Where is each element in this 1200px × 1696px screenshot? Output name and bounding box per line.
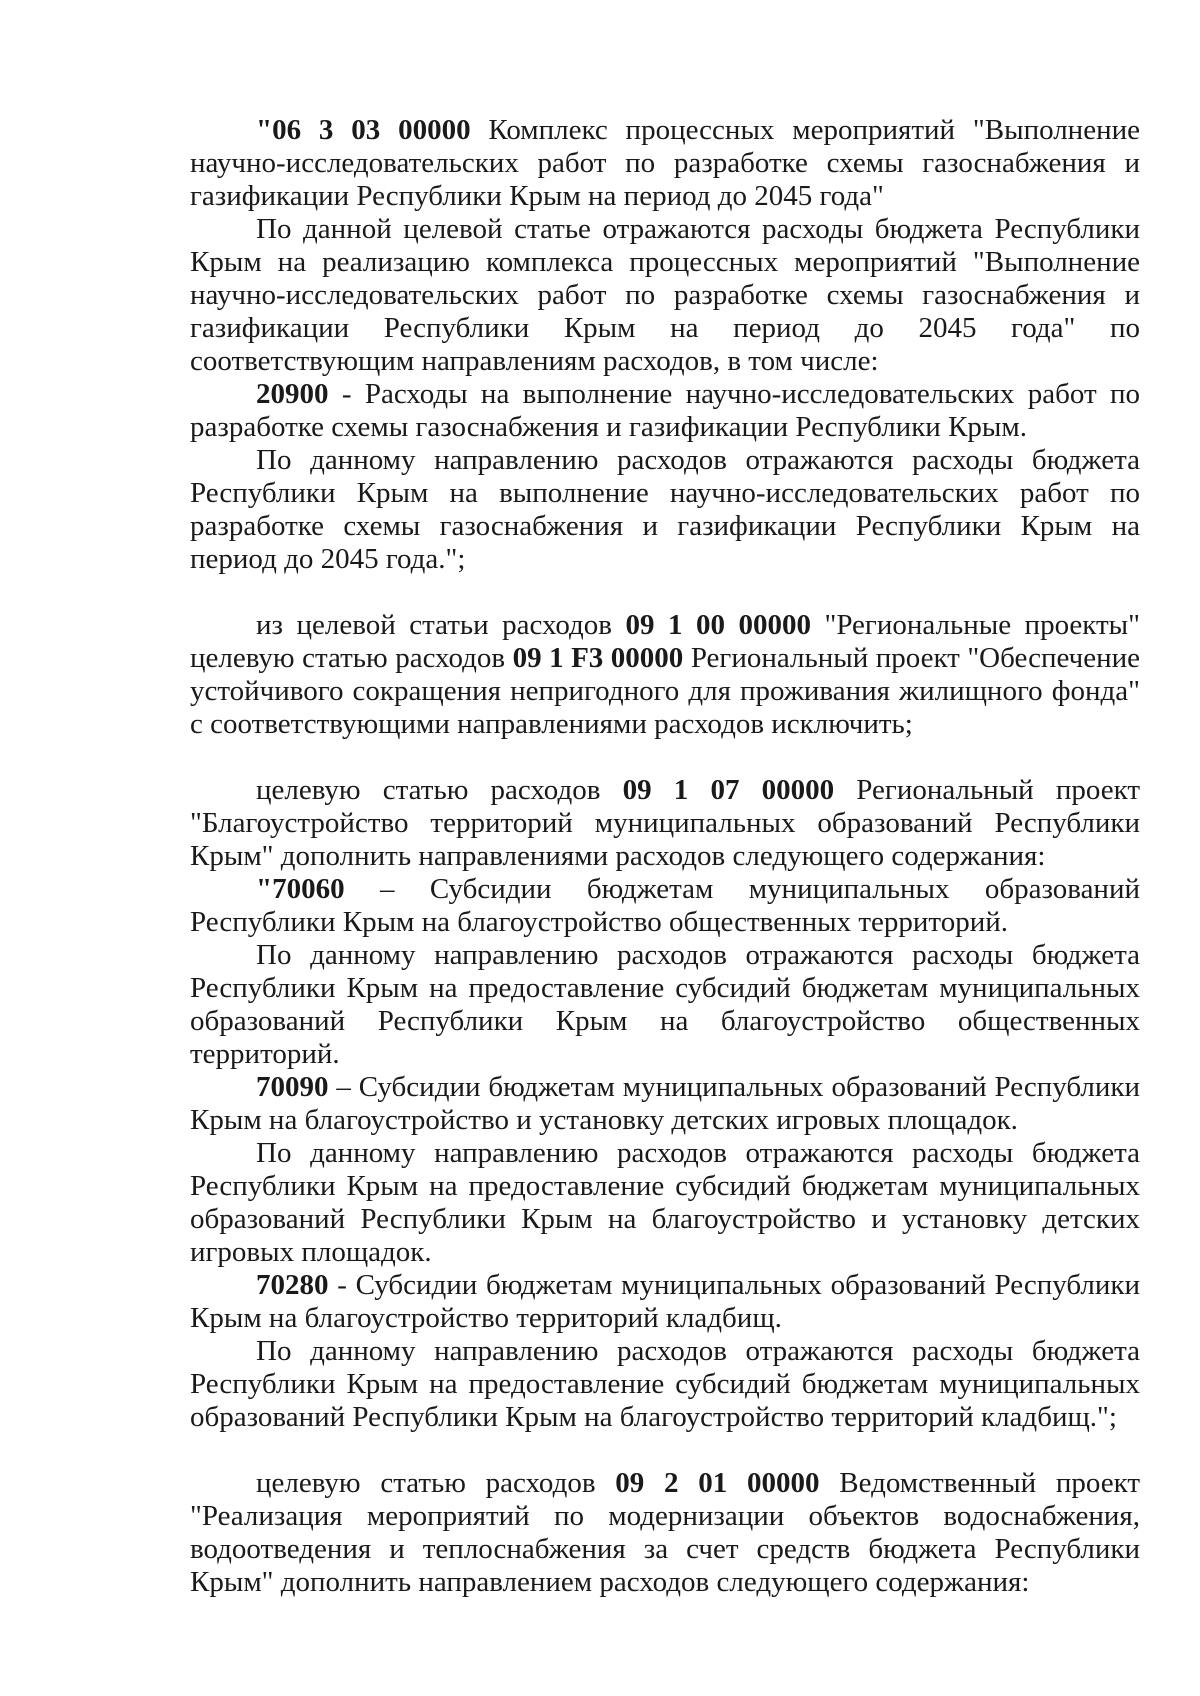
budget-code: 09 1 07 00000 (622, 774, 835, 806)
paragraph-text: – Субсидии бюджетам муниципальных образований Республики Крым на благоустройство и установку детских игровых площадок. (190, 1071, 1140, 1136)
paragraph-text: Комплекс процессных мероприятий "Выполнение научно-исследовательских работ по разработке схемы газоснабжения и газификации Республики Крым на период до 2045 года" (190, 114, 1140, 212)
paragraph-text: - Субсидии бюджетам муниципальных образований Республики Крым на благоустройство территорий кладбищ. (190, 1269, 1140, 1334)
paragraph-text: Региональный проект "Обеспечение устойчивого сокращения непригодного для проживания жилищного фонда" с соответствующими направлениями расходов исключить; (190, 642, 1141, 740)
paragraph-text: из целевой статьи расходов (256, 609, 626, 641)
paragraph-text: "Региональные проекты" целевую статью расходов (190, 609, 1141, 674)
paragraph-description (190, 213, 1140, 378)
budget-code: 70090 (256, 1071, 329, 1103)
document-body (190, 114, 1140, 1599)
paragraph-text: целевую статью расходов (256, 774, 623, 806)
paragraph-target-article-09-1-07 (190, 774, 1140, 873)
paragraph-text: - Расходы на выполнение научно-исследовательских работ по разработке схемы газоснабжения и газификации Республики Крым. (190, 378, 1140, 443)
paragraph-text: – Субсидии бюджетам муниципальных образований Республики Крым на благоустройство общественных территорий. (190, 873, 1140, 938)
paragraph-target-article-06-3-03 (190, 114, 1140, 213)
paragraph-text: По данному направлению расходов отражаются расходы бюджета Республики Крым на предоставление субсидий бюджетам муниципальных образований Республики Крым на благоустройство общественных территорий. (190, 939, 1140, 1070)
budget-code: 70280 (256, 1269, 329, 1301)
paragraph-direction-70060 (190, 873, 1140, 939)
paragraph-description (190, 939, 1140, 1071)
budget-code: "70060 (256, 873, 345, 905)
budget-code: "06 3 03 00000 (256, 114, 471, 146)
budget-code: 09 1 F3 00000 (512, 642, 684, 674)
paragraph-direction-70090 (190, 1071, 1140, 1137)
paragraph-description (190, 1137, 1140, 1269)
paragraph-text: По данному направлению расходов отражаются расходы бюджета Республики Крым на выполнение научно-исследовательских работ по разработке схемы газоснабжения и газификации Республики Крым на период до 2045 года."; (190, 444, 1140, 575)
paragraph-text: По данному направлению расходов отражаются расходы бюджета Республики Крым на предоставление субсидий бюджетам муниципальных образований Республики Крым на благоустройство территорий кладбищ."; (190, 1335, 1140, 1433)
paragraph-text: По данной целевой статье отражаются расходы бюджета Республики Крым на реализацию комплекса процессных мероприятий "Выполнение научно-исследовательских работ по разработке схемы газоснабжения и газификации Республики Крым на период до 2045 года" по соответствующим направлениям расходов, в том числе: (190, 213, 1140, 377)
paragraph-direction-20900 (190, 378, 1140, 444)
paragraph-text: Региональный проект "Благоустройство территорий муниципальных образований Республики Крым" дополнить направлениями расходов следующего содержания: (190, 774, 1141, 872)
budget-code: 09 1 00 00000 (625, 609, 811, 641)
budget-code: 20900 (256, 378, 329, 410)
paragraph-text: По данному направлению расходов отражаются расходы бюджета Республики Крым на предоставление субсидий бюджетам муниципальных образований Республики Крым на благоустройство и установку детских игровых площадок. (190, 1137, 1140, 1268)
paragraph-text: Ведомственный проект "Реализация мероприятий по модернизации объектов водоснабжения, водоотведения и теплоснабжения за счет средств бюджета Республики Крым" дополнить направлением расходов следующего содержания: (190, 1467, 1140, 1598)
paragraph-description (190, 444, 1140, 576)
paragraph-description (190, 1335, 1140, 1434)
paragraph-text: целевую статью расходов (256, 1467, 616, 1499)
paragraph-direction-70280 (190, 1269, 1140, 1335)
budget-code: 09 2 01 00000 (615, 1467, 820, 1499)
paragraph-target-article-09-2-01 (190, 1467, 1140, 1599)
paragraph-exclusion-09-1-f3 (190, 609, 1140, 741)
